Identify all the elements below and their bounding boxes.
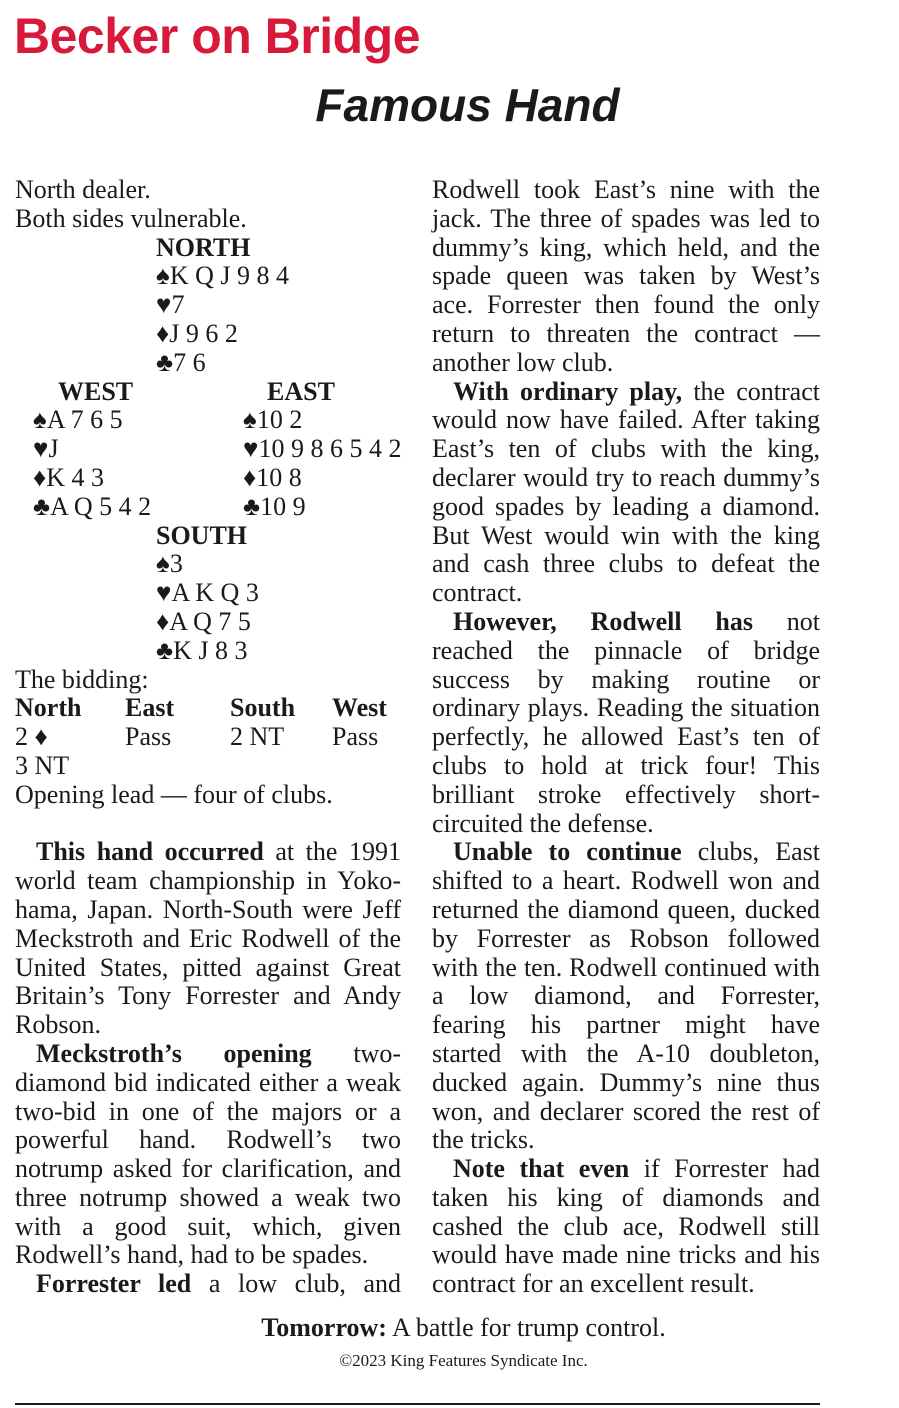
paragraph-lead: Meckstroth’s opening [36,1038,312,1068]
opening-lead: Opening lead — four of clubs. [15,779,333,809]
bid-cell: Pass [125,722,172,752]
article-paragraph [432,1155,820,1299]
bidding-row [15,723,401,752]
masthead-title: Becker on Bridge [14,8,421,64]
article-paragraph [432,838,820,1155]
bid-header-west: West [332,693,387,723]
paragraph-text: a low club, and [191,1269,401,1299]
vulnerability-line: Both sides vulnerable. [15,203,247,233]
article-paragraph [15,838,401,1040]
west-hearts: ♥J [33,434,59,464]
bidding-label: The bidding: [15,664,149,694]
paragraph-lead: However, Rodwell has [453,606,753,636]
bid-header-north: North [15,693,82,723]
south-label: SOUTH [156,520,248,550]
west-diamonds: ♦K 4 3 [33,462,105,492]
article-paragraph [15,1270,401,1299]
south-diamonds: ♦A Q 7 5 [156,606,251,636]
left-column [15,176,401,1299]
west-east-clubs [15,493,401,522]
west-clubs: ♣A Q 5 4 2 [33,491,152,521]
west-east-hearts [15,435,401,464]
north-label: NORTH [156,232,251,262]
tomorrow-teaser [0,1313,899,1343]
west-east-diamonds [15,464,401,493]
bid-header-east: East [125,693,175,723]
right-column [432,176,820,1299]
paragraph-text: if Forrester had taken his king of diamonds and cashed the club ace, Rodwell still would have made nine tricks and his contract for an excellent result. [432,1154,820,1299]
north-spades: ♠K Q J 9 8 4 [156,261,289,291]
west-label: WEST [58,376,134,406]
east-spades: ♠10 2 [243,405,303,435]
south-spades: ♠3 [156,549,183,579]
article-paragraph-continued [432,176,820,378]
column-subtitle: Famous Hand [315,79,620,131]
article-paragraph [15,1040,401,1270]
paragraph-text: clubs, East shifted to a heart. Rodwell won and returned the diamond queen, ducked by Forrester as Robson followed with the ten. Rodwell continued with a low diamond, and Forrester, fearing his partner might have started with the A-10 doubleton, ducked again. Dummy’s nine thus won, and declarer scored the rest of the tricks. [432,837,820,1155]
copyright-notice: ©2023 King Features Syndicate Inc. [339,1351,588,1370]
paragraph-lead: Note that even [453,1154,630,1184]
east-diamonds: ♦10 8 [243,462,302,492]
paragraph-text: not reached the pinnacle of bridge success by making routine or ordinary plays. Reading the situation perfectly, he allowed East’s ten of clubs to hold at trick four! This brilliant stroke effectively short-circuited the defense. [432,606,820,838]
bidding-header [15,694,401,723]
paragraph-text-continued: Rodwell took East’s nine with the jack. The three of spades was led to dummy’s king, which held, and the spade queen was taken by West’s ace. Forrester then found the only return to threaten the contract — another low club. [432,175,820,377]
paragraph-lead: Unable to continue [453,837,682,867]
article-paragraph [432,608,820,838]
tomorrow-lead: Tomorrow: [261,1313,387,1342]
north-diamonds: ♦J 9 6 2 [156,318,238,348]
south-hearts: ♥A K Q 3 [156,578,259,608]
paragraph-lead: With ordinary play, [453,376,683,406]
north-hearts: ♥7 [156,290,185,320]
paragraph-text: two-diamond bid indicated either a weak two-bid in one of the majors or a powerful hand. Rodwell’s two notrump asked for clarification, and three notrump showed a weak two with a good suit, which, given Rodwell’s hand, had to be spades. [15,1038,401,1270]
bidding-row [15,752,401,781]
paragraph-text: at the 1991 world team championship in Yokohama, Japan. North-South were Jeff Meckstroth and Eric Rodwell of the United States, pitted against Great Britain’s Tony Forrester and Andy Robson. [15,837,401,1040]
tomorrow-text: A battle for trump control. [386,1313,666,1342]
paragraph-text: the contract would now have failed. After taking East’s ten of clubs with the king, declarer would try to reach dummy’s good spades by leading a diamond. But West would win with the king and cash three clubs to defeat the contract. [432,376,820,608]
east-clubs: ♣10 9 [243,491,306,521]
article-paragraph [432,378,820,608]
bid-cell: 2 ♦ [15,722,48,752]
west-east-labels [15,378,401,407]
paragraph-lead: This hand occurred [36,837,264,867]
west-east-spades [15,406,401,435]
dealer-line: North dealer. [15,175,151,204]
bid-cell: Pass [332,722,379,752]
south-clubs: ♣K J 8 3 [156,635,248,665]
west-spades: ♠A 7 6 5 [33,405,123,435]
north-clubs: ♣7 6 [156,347,206,377]
paragraph-lead: Forrester led [36,1269,192,1299]
bid-header-south: South [230,693,296,723]
bid-cell: 2 NT [230,722,285,752]
east-hearts: ♥10 9 8 6 5 4 2 [243,434,402,464]
east-label: EAST [267,376,335,406]
bottom-rule [15,1403,820,1405]
bid-cell: 3 NT [15,750,70,780]
